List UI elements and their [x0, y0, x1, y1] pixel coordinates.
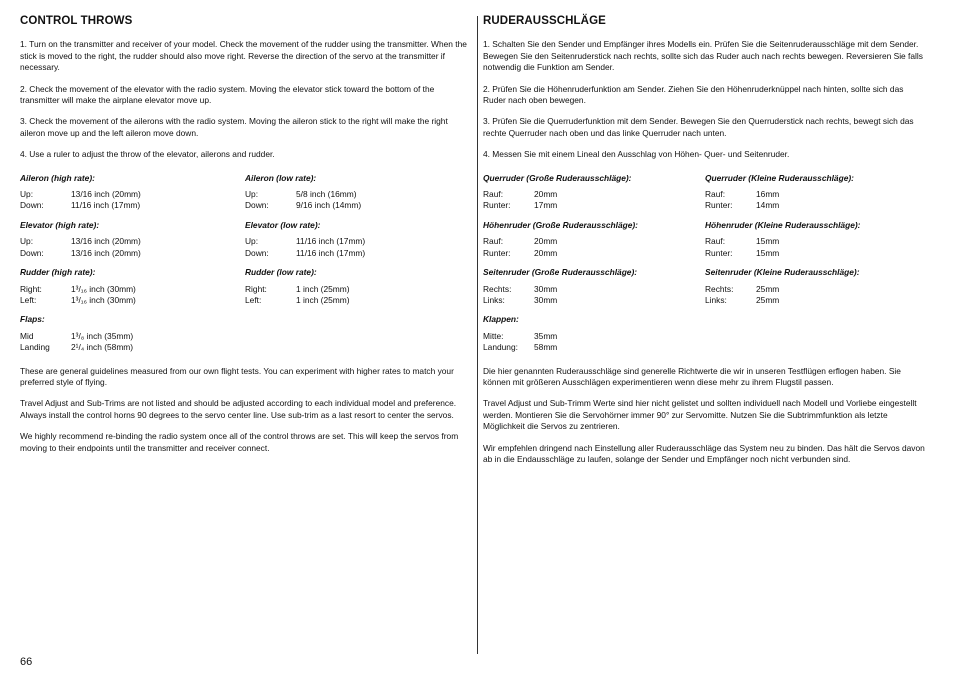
throw-row — [483, 200, 705, 211]
throw-value: 35mm — [534, 330, 558, 341]
throw-block — [483, 173, 705, 212]
throw-row — [483, 189, 705, 200]
throw-label: Up: — [245, 236, 259, 247]
throw-value: 11/16 inch (17mm) — [71, 200, 141, 211]
throw-value: 15mm — [756, 247, 780, 258]
throw-block-title: Rudder (low rate): — [245, 267, 317, 278]
throw-value: 1³/₁₆ inch (30mm) — [71, 294, 136, 305]
throw-value: 13/16 inch (20mm) — [71, 247, 141, 258]
throw-block — [245, 267, 470, 306]
throw-block — [705, 173, 927, 212]
throw-row — [705, 295, 927, 306]
throw-block — [20, 314, 245, 353]
throw-block-title: Aileron (low rate): — [245, 172, 317, 183]
throw-block-title: Querruder (Große Ruderausschläge): — [483, 172, 632, 183]
throw-value: 58mm — [534, 342, 558, 353]
throw-label: Down: — [245, 200, 269, 211]
throw-block-title: Aileron (high rate): — [20, 172, 95, 183]
throws-table — [483, 173, 927, 366]
throw-value: 1³/₈ inch (35mm) — [71, 330, 134, 341]
note-paragraph: Travel Adjust und Sub-Trimm Werte sind hier nicht gelistet und sollten individuell nach Modell und Vorliebe eingestellt werden. Montieren Sie die Servohörner immer 90° zur Servomitte. Nutzen Sie die Subtrimmfunktion als letzte Möglichkeit die Servos zu zentrieren. — [483, 398, 917, 432]
throw-block-title: Flaps: — [20, 314, 45, 325]
instruction-paragraph: 3. Check the movement of the ailerons with the radio system. Moving the aileron stick to the right will make the right aileron move up and the left aileron move down. — [20, 116, 448, 138]
throw-label: Up: — [20, 236, 34, 247]
note-paragraph: Die hier genannten Ruderausschläge sind generelle Richtwerte die wir in unseren Testflügen erflogen haben. Sie können mit größeren Ausschlägen experimentieren wenn diese mehr zu ihrem Flugstil passen. — [483, 365, 901, 387]
throw-value: 9/16 inch (14mm) — [296, 200, 362, 211]
throw-label: Down: — [20, 247, 44, 258]
instruction-paragraph: 4. Messen Sie mit einem Lineal den Ausschlag von Höhen- Quer- und Seitenruder. — [483, 149, 790, 160]
instruction-paragraph: 1. Turn on the transmitter and receiver of your model. Check the movement of the rudder using the transmitter. When the stick is moved to the right, the rudder should also move right. Reverse the direction of the servo at the transmitter if necessary. — [20, 39, 467, 73]
throw-value: 25mm — [756, 283, 780, 294]
page-number: 66 — [20, 656, 33, 668]
throw-label: Rauf: — [705, 189, 726, 200]
throw-value: 1 inch (25mm) — [296, 283, 350, 294]
throw-block — [705, 220, 927, 259]
throw-block — [483, 220, 705, 259]
throw-row — [483, 284, 705, 295]
throw-label: Runter: — [705, 200, 733, 211]
throw-label: Mitte: — [483, 330, 504, 341]
throw-block-title: Elevator (low rate): — [245, 219, 321, 230]
note-paragraph: Wir empfehlen dringend nach Einstellung aller Ruderausschläge das System neu zu binden. Das hält die Servos davon ab in die Endausschläge zu laufen, solange der Sender und Empfänger noch nicht verbunden sind. — [483, 442, 925, 464]
section-title: CONTROL THROWS — [20, 15, 133, 27]
throw-row — [483, 236, 705, 247]
throw-row — [483, 331, 705, 342]
section-title: RUDERAUSSCHLÄGE — [483, 15, 606, 27]
throw-value: 13/16 inch (20mm) — [71, 236, 141, 247]
throw-value: 16mm — [756, 189, 780, 200]
throw-row — [245, 295, 470, 306]
throw-value: 11/16 inch (17mm) — [296, 247, 366, 258]
throw-row — [705, 200, 927, 211]
throw-row — [20, 295, 245, 306]
note-paragraph: We highly recommend re-binding the radio system once all of the control throws are set. This will keep the servos from moving to their endpoints until the transmitter and receiver connect. — [20, 431, 459, 453]
throw-value: 17mm — [534, 200, 558, 211]
throw-label: Right: — [245, 283, 267, 294]
throw-row — [20, 189, 245, 200]
throw-row — [20, 200, 245, 211]
throw-label: Runter: — [483, 200, 511, 211]
instruction-paragraph: 1. Schalten Sie den Sender und Empfänger ihres Modells ein. Prüfen Sie die Seitenruderausschläge mit dem Sender. Bewegen Sie den Seitenruderstick nach rechts, sollte sich das Ruder auch nach rechts bewegen. Reversieren Sie falls notwendig die Funktion am Sender. — [483, 39, 923, 73]
throw-label: Rauf: — [483, 189, 504, 200]
throw-value: 20mm — [534, 247, 558, 258]
throw-block — [245, 220, 470, 259]
instruction-paragraph: 4. Use a ruler to adjust the throw of the elevator, ailerons and rudder. — [20, 149, 275, 160]
instructions — [20, 39, 470, 160]
throw-block-title: Querruder (Kleine Ruderausschläge): — [705, 172, 854, 183]
throw-label: Rechts: — [483, 283, 512, 294]
throw-row — [483, 295, 705, 306]
throw-row — [483, 342, 705, 353]
throw-label: Rauf: — [705, 236, 726, 247]
notes — [483, 366, 927, 466]
throw-block — [483, 314, 705, 353]
throw-row — [705, 284, 927, 295]
throw-value: 30mm — [534, 294, 558, 305]
throw-row — [705, 189, 927, 200]
throw-label: Mid — [20, 330, 34, 341]
throw-value: 1 inch (25mm) — [296, 294, 350, 305]
throw-value: 2¹/₄ inch (58mm) — [71, 342, 134, 353]
throw-row — [20, 248, 245, 259]
throw-label: Runter: — [483, 247, 511, 258]
throw-value: 15mm — [756, 236, 780, 247]
throw-row — [705, 248, 927, 259]
throw-row — [20, 331, 245, 342]
throw-row — [483, 248, 705, 259]
throw-row — [705, 236, 927, 247]
throw-block-title: Höhenruder (Große Ruderausschläge): — [483, 219, 638, 230]
throw-row — [245, 284, 470, 295]
throw-block — [20, 267, 245, 306]
throw-block — [705, 267, 927, 306]
throw-label: Up: — [20, 189, 34, 200]
throw-label: Rechts: — [705, 283, 734, 294]
throw-label: Landing — [20, 342, 50, 353]
throw-label: Links: — [483, 294, 505, 305]
english-column — [20, 16, 470, 464]
throw-value: 30mm — [534, 283, 558, 294]
throw-value: 14mm — [756, 200, 780, 211]
throw-value: 20mm — [534, 189, 558, 200]
throw-value: 25mm — [756, 294, 780, 305]
throw-label: Left: — [245, 294, 262, 305]
throws-table — [20, 173, 470, 366]
throw-label: Left: — [20, 294, 37, 305]
throw-block-title: Höhenruder (Kleine Ruderausschläge): — [705, 219, 861, 230]
throw-block-title: Elevator (high rate): — [20, 219, 100, 230]
throw-row — [245, 248, 470, 259]
instruction-paragraph: 3. Prüfen Sie die Querruderfunktion mit dem Sender. Bewegen Sie den Querruderstick nach rechts, bewegt sich das rechte Querruder nach oben und das linke Querruder nach unten. — [483, 116, 914, 138]
throw-label: Runter: — [705, 247, 733, 258]
throw-block-title: Rudder (high rate): — [20, 267, 96, 278]
throw-block — [20, 173, 245, 212]
throw-label: Up: — [245, 189, 259, 200]
throw-block-title: Seitenruder (Große Ruderausschläge): — [483, 267, 638, 278]
throw-label: Links: — [705, 294, 727, 305]
throw-label: Landung: — [483, 342, 518, 353]
throw-block-title: Seitenruder (Kleine Ruderausschläge): — [705, 267, 860, 278]
throw-block-title: Klappen: — [483, 314, 519, 325]
throw-value: 13/16 inch (20mm) — [71, 189, 141, 200]
instruction-paragraph: 2. Check the movement of the elevator with the radio system. Moving the elevator stick toward the bottom of the transmitter will make the airplane elevator move up. — [20, 83, 435, 106]
throw-value: 1³/₁₆ inch (30mm) — [71, 283, 136, 294]
throw-label: Rauf: — [483, 236, 504, 247]
instruction-paragraph: 2. Prüfen Sie die Höhenruderfunktion am Sender. Ziehen Sie den Höhenruderknüppel nach hinten, sollte sich das Ruder nach oben bewegen. — [483, 83, 904, 106]
column-divider — [477, 16, 478, 654]
throw-block — [483, 267, 705, 306]
throw-row — [20, 284, 245, 295]
throw-block — [20, 220, 245, 259]
throw-block — [245, 173, 470, 212]
notes — [20, 366, 470, 454]
throw-label: Down: — [245, 247, 269, 258]
note-paragraph: These are general guidelines measured from our own flight tests. You can experiment with higher rates to match your preferred style of flying. — [20, 365, 454, 387]
throw-value: 20mm — [534, 236, 558, 247]
throw-value: 5/8 inch (16mm) — [296, 189, 357, 200]
throw-row — [20, 342, 245, 353]
throw-label: Down: — [20, 200, 44, 211]
throw-row — [245, 236, 470, 247]
throw-row — [20, 236, 245, 247]
german-column — [483, 16, 927, 475]
throw-row — [245, 200, 470, 211]
note-paragraph: Travel Adjust and Sub-Trims are not listed and should be adjusted according to each individual model and preference. Always install the control horns 90 degrees to the servo center line. Use sub-trim as a last resort to center the servos. — [20, 398, 457, 420]
throw-label: Right: — [20, 283, 42, 294]
throw-value: 11/16 inch (17mm) — [296, 236, 366, 247]
instructions — [483, 39, 927, 160]
throw-row — [245, 189, 470, 200]
